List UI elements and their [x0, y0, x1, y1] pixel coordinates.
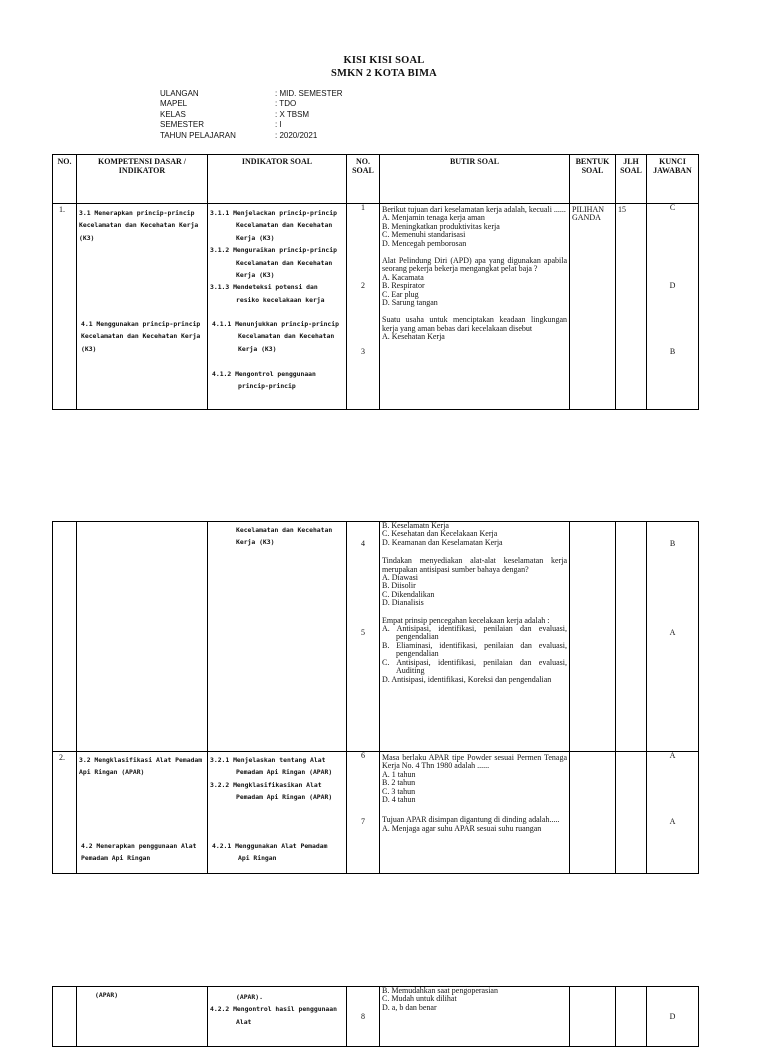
col-header-kd: KOMPETENSI DASAR / INDIKATOR	[77, 155, 208, 204]
question-text: Empat prinsip pencegahan kecelakaan kerja adalah :	[382, 615, 550, 625]
question-text: Berikut tujuan dari keselamatan kerja adalah, kecuali ......	[382, 205, 566, 214]
kunci-cell	[647, 204, 699, 410]
table-row	[53, 522, 699, 752]
indikator-item: 4.2.1 Menggunakan Alat Pemadam Api Ringan	[212, 842, 328, 863]
col-header-jlh: JLH SOAL	[616, 155, 647, 204]
option: A. Kesehatan Kerja	[382, 332, 445, 342]
option: C. Kesehatan dan Kecelakaan Kerja	[382, 529, 498, 539]
option: A. 1 tahun	[382, 769, 416, 779]
jlh-cell	[616, 522, 647, 752]
indikator-item: 3.1.3 Mendeteksi potensi dan resiko kecelakaan kerja	[210, 283, 325, 304]
jlh-cell	[616, 987, 647, 1047]
kisi-table-page2	[52, 521, 699, 874]
no-soal-cell	[347, 204, 380, 410]
butir-cell	[380, 522, 570, 752]
option: A. Diawasi	[382, 573, 418, 583]
answer-key: A	[669, 751, 676, 760]
question-number: 8	[361, 1012, 365, 1021]
kd-item: 4.2 Menerapkan penggunaan Alat Pemadam Api Ringan	[81, 842, 197, 863]
question-number: 2	[361, 281, 365, 290]
kd-item: (APAR)	[95, 991, 119, 999]
kisi-table-page3	[52, 986, 699, 1047]
bentuk-cell	[570, 987, 616, 1047]
row-number	[53, 987, 77, 1047]
meta-row	[160, 131, 343, 141]
no-soal-cell	[347, 987, 380, 1047]
butir-cell	[380, 204, 570, 410]
kd-cell	[77, 752, 208, 874]
meta-value: : TDO	[275, 99, 297, 109]
option: D. Sarung tangan	[382, 298, 438, 308]
question-number: 5	[361, 628, 365, 637]
indikator-item: 3.2.2 Mengklasifikasikan Alat Pemadam Api Ringan (APAR)	[210, 780, 333, 802]
indikator-cell	[208, 204, 347, 410]
meta-label: MAPEL	[160, 99, 188, 109]
butir-cell	[380, 752, 570, 874]
indikator-cell	[208, 522, 347, 752]
indikator-cell	[208, 987, 347, 1047]
bentuk-cell	[570, 752, 616, 874]
no-soal-cell	[347, 752, 380, 874]
option: D. Dianalisis	[382, 598, 424, 608]
meta-value: : 2020/2021	[275, 130, 318, 140]
meta-label: ULANGAN	[160, 89, 199, 98]
indikator-item: 4.1.1 Menunjukkan princip-princip Kecelamatan dan Kecehatan Kerja (K3)	[212, 320, 339, 353]
meta-row	[160, 89, 343, 99]
option: B. Keselamatn Kerja	[382, 521, 449, 530]
meta-value: : I	[275, 120, 282, 130]
col-header-no: NO.	[53, 155, 77, 204]
option: C. Memenuhi standarisasi	[382, 230, 466, 240]
kunci-cell	[647, 522, 699, 752]
question-text: Suatu usaha untuk menciptakan keadaan lingkungan kerja yang aman bebas dari kecelakaan disebut	[382, 315, 567, 333]
document-title: KISI KISI SOAL	[343, 55, 425, 66]
indikator-cell	[208, 752, 347, 874]
option: B. Diisolir	[382, 581, 416, 591]
table-row	[53, 204, 699, 410]
jlh-cell	[616, 752, 647, 874]
option: B. Eliaminasi, identifikasi, penilaian dan evaluasi, pengendalian	[382, 640, 567, 659]
answer-key: D	[669, 1012, 676, 1021]
option: D. Antisipasi, identifikasi, Koreksi dan pengendalian	[382, 674, 552, 684]
jlh-cell: 15	[616, 204, 647, 410]
question-text: Tindakan menyediakan alat-alat keselamatan kerja merupakan antisipasi sumber bahaya dengan?	[382, 556, 567, 574]
indikator-item: Kecelamatan dan Kecehatan Kerja (K3)	[236, 526, 333, 547]
answer-key: A	[669, 817, 676, 826]
indikator-item: 4.2.2 Mengontrol hasil penggunaan Alat	[210, 1005, 337, 1026]
kd-item: 4.1 Menggunakan princip-princip Kecelamatan dan Kecehatan Kerja (K3)	[81, 320, 201, 353]
option: D. a, b dan benar	[382, 1002, 437, 1012]
option: A. Menjamin tenaga kerja aman	[382, 213, 485, 223]
option: A. Menjaga agar suhu APAR sesuai suhu ruangan	[382, 823, 542, 833]
exam-meta	[160, 89, 343, 141]
kd-cell	[77, 522, 208, 752]
option: D. 4 tahun	[382, 795, 416, 805]
meta-row	[160, 110, 343, 120]
option: C. Ear plug	[382, 289, 419, 299]
kisi-table-page1	[52, 154, 699, 410]
kd-cell	[77, 987, 208, 1047]
option: A. Kacamata	[382, 272, 424, 282]
answer-key: B	[669, 539, 676, 548]
option: C. Mudah untuk dilihat	[382, 994, 457, 1004]
butir-cell	[380, 987, 570, 1047]
col-header-kunci: KUNCI JAWABAN	[647, 155, 699, 204]
meta-label: TAHUN PELAJARAN	[160, 130, 236, 140]
answer-key: D	[669, 281, 676, 290]
option: D. Keamanan dan Keselamatan Kerja	[382, 537, 503, 547]
kd-item: 3.2 Mengklasifikasi Alat Pemadam Api Ringan (APAR)	[79, 756, 203, 777]
kunci-cell	[647, 987, 699, 1047]
question-number: 3	[361, 347, 365, 356]
indikator-item: 3.1.1 Menjelackan princip-princip Kecelamatan dan Kecehatan Kerja (K3)	[210, 209, 337, 242]
kd-cell	[77, 204, 208, 410]
meta-row	[160, 120, 343, 130]
col-header-no-soal: NO. SOAL	[347, 155, 380, 204]
no-soal-cell	[347, 522, 380, 752]
bentuk-cell: PILIHAN GANDA	[570, 204, 616, 410]
option: C. Antisipasi, identifikasi, penilaian dan evaluasi, Auditing	[382, 657, 567, 676]
kunci-cell	[647, 752, 699, 874]
kd-item: 3.1 Menerapkan princip-princip Kecelamatan dan Kecehatan Kerja (K3)	[79, 209, 199, 242]
answer-key: A	[669, 628, 676, 637]
option: B. Meningkatkan produktivitas kerja	[382, 221, 500, 231]
table-row	[53, 987, 699, 1047]
header-row	[53, 155, 699, 204]
meta-value: : X TBSM	[275, 109, 310, 119]
answer-key: C	[669, 203, 676, 212]
meta-value: : MID. SEMESTER	[275, 89, 343, 98]
col-header-bentuk: BENTUK SOAL	[570, 155, 616, 204]
question-text: Tujuan APAR disimpan digantung di dinding adalah.....	[382, 815, 560, 825]
col-header-butir: BUTIR SOAL	[380, 155, 570, 204]
row-number: 1.	[53, 204, 77, 410]
meta-label: SEMESTER	[160, 120, 205, 130]
option: C. 3 tahun	[382, 786, 416, 796]
indikator-item: (APAR).	[236, 993, 263, 1001]
meta-label: KELAS	[160, 109, 186, 119]
question-number: 6	[361, 751, 365, 760]
question-number: 7	[361, 817, 365, 826]
indikator-item: 3.1.2 Menguraikan princip-princip Kecelamatan dan Kecehatan Kerja (K3)	[210, 246, 337, 280]
indikator-item: 4.1.2 Mengontrol penggunaan princip-princip	[212, 370, 316, 391]
option: C. Dikendalikan	[382, 589, 435, 599]
meta-row	[160, 99, 343, 109]
table-row	[53, 752, 699, 874]
bentuk-cell	[570, 522, 616, 752]
question-number: 4	[361, 539, 365, 548]
school-name: SMKN 2 KOTA BIMA	[331, 68, 437, 79]
indikator-item: 3.2.1 Menjelaskan tentang Alat Pemadam Api Ringan (APAR)	[210, 756, 333, 777]
col-header-indikator: INDIKATOR SOAL	[208, 155, 347, 204]
question-number: 1	[361, 203, 365, 212]
option: B. Memudahkan saat pengoperasian	[382, 986, 498, 995]
row-number	[53, 522, 77, 752]
option: A. Antisipasi, identifikasi, penilaian dan evaluasi, pengendalian	[382, 624, 567, 642]
option: B. 2 tahun	[382, 778, 416, 788]
question-text: Masa berlaku APAR tipe Powder sesuai Permen Tenaga Kerja No. 4 Thn 1980 adalah ......	[382, 753, 567, 771]
question-text: Alat Pelindung Diri (APD) apa yang digunakan apabila seorang pekerja bekerja mengangkat pelat baja ?	[382, 256, 567, 274]
option: D. Mencegah pemborosan	[382, 238, 467, 248]
option: B. Respirator	[382, 281, 425, 291]
row-number: 2.	[53, 752, 77, 874]
answer-key: B	[669, 347, 676, 356]
